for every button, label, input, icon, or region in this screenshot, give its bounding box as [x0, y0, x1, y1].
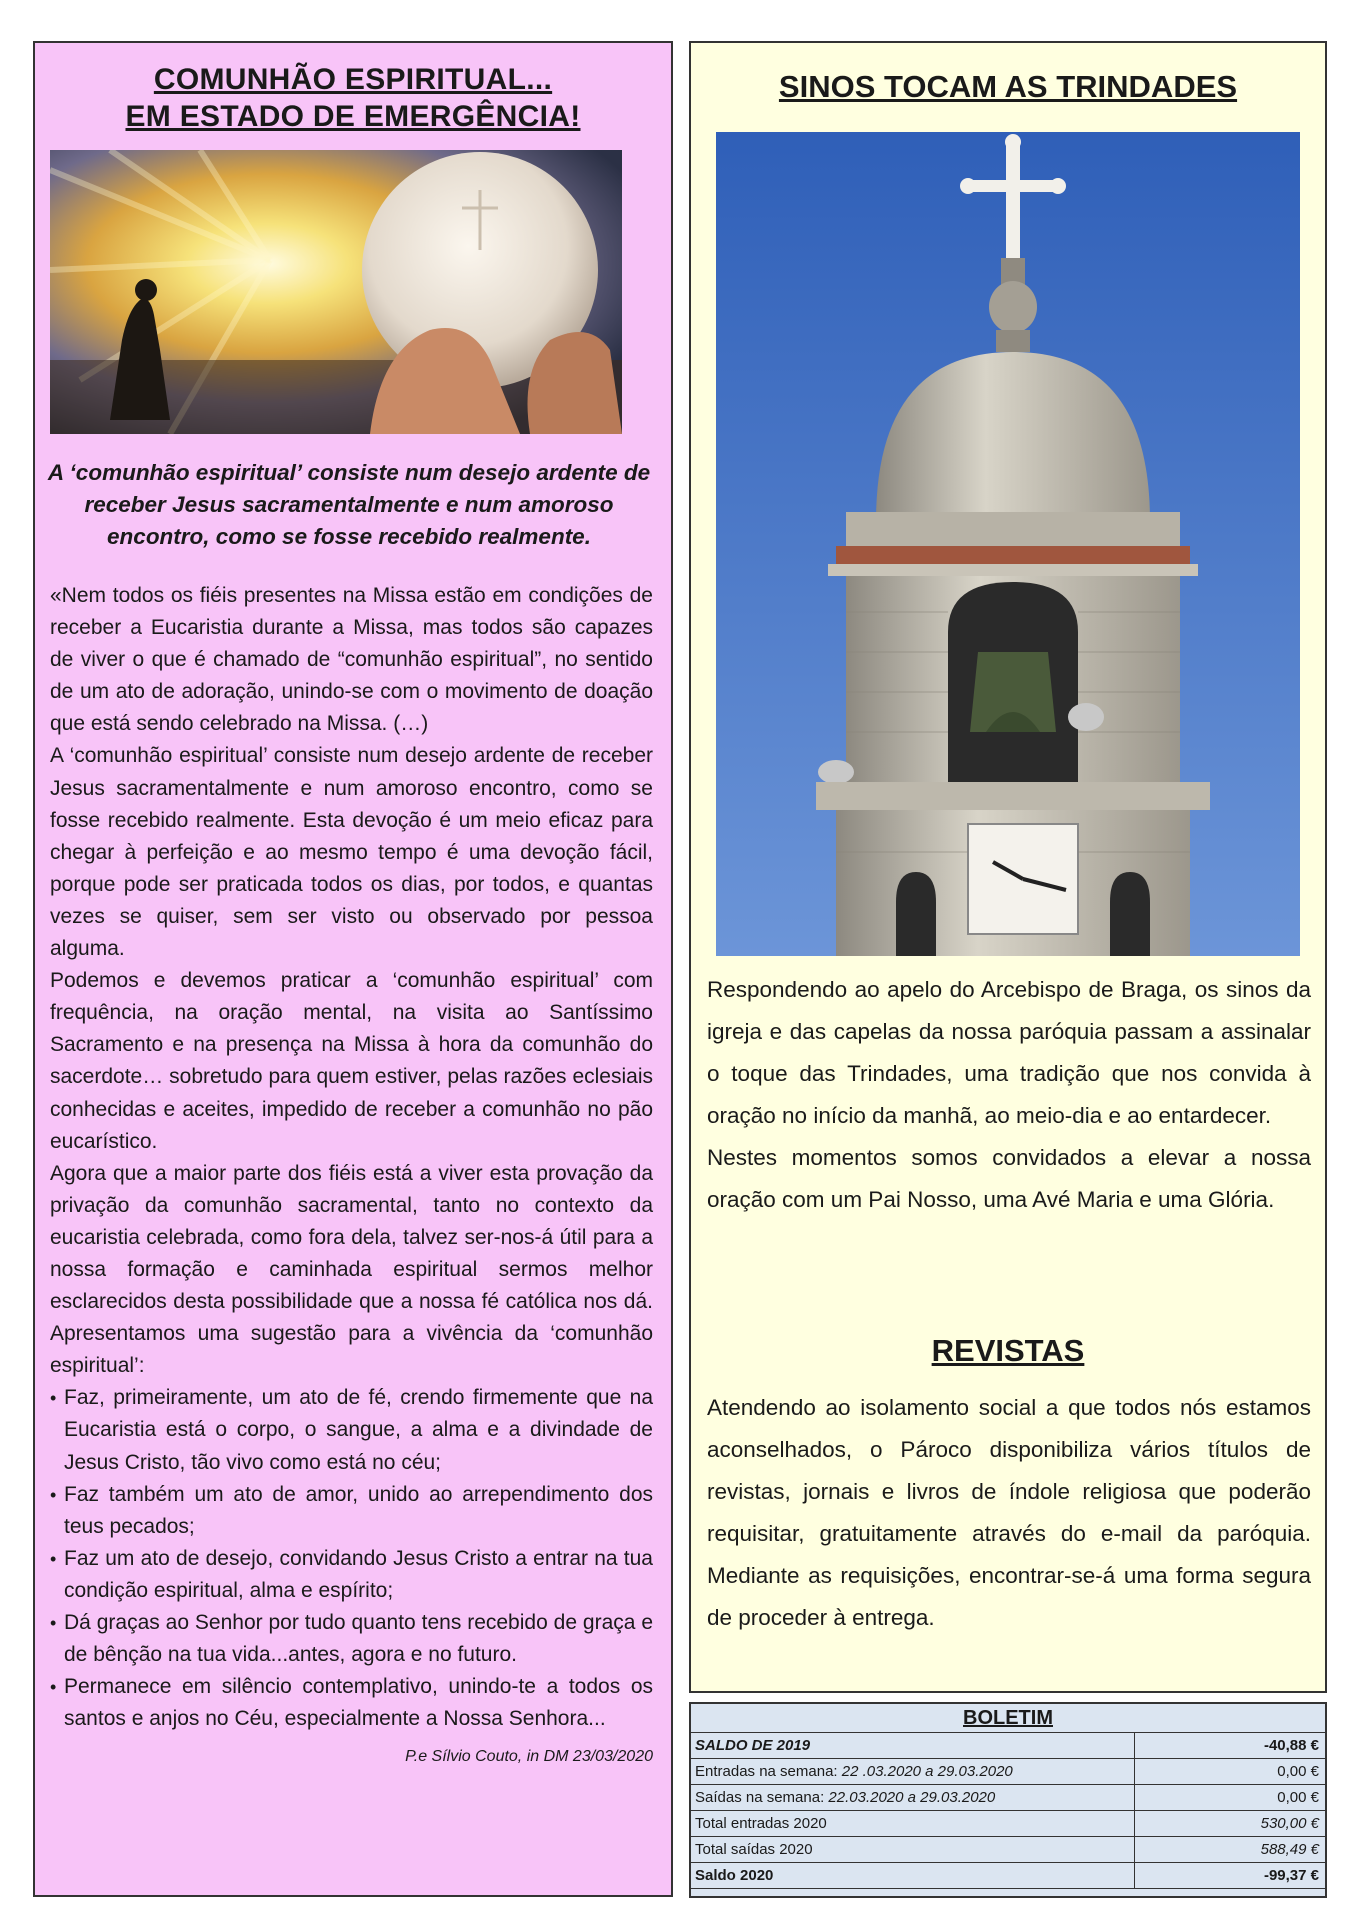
table-row: [691, 1733, 1325, 1759]
article-paragraph: Podemos e devemos praticar a ‘comunhão espiritual’ com frequência, na oração mental, na visita ao Santíssimo Sacramento e na presença na Missa à hora da comunhão do sacerdote… sobretudo para quem estiver, pelas razões eclesiais conhecidas e aceites, impedido de receber a comunhão no pão eucarístico.: [50, 969, 653, 1153]
row-value: 0,00 €: [1135, 1759, 1326, 1785]
left-title-line2: EM ESTADO DE EMERGÊNCIA!: [125, 100, 581, 133]
boletim-table: [689, 1702, 1327, 1898]
table-row: [691, 1759, 1325, 1785]
list-item: • Faz um ato de desejo, convidando Jesus Cristo a entrar na tua condição espiritual, alma e espírito;: [50, 1543, 653, 1607]
suggestion-list: [50, 1382, 653, 1766]
revistas-title: REVISTAS: [931, 1333, 1085, 1368]
left-article: [33, 41, 673, 1897]
article-paragraph: «Nem todos os fiéis presentes na Missa estão em condições de receber a Eucaristia durante a Missa, mas todos são capazes de viver o que é chamado de “comunhão espiritual”, no sentido de um ato de adoração, unindo-se com o movimento de doação que está sendo celebrado na Missa. (…): [50, 584, 653, 736]
row-value: 588,49 €: [1135, 1837, 1326, 1863]
table-row: [691, 1785, 1325, 1811]
revistas-text: Atendendo ao isolamento social a que todos nós estamos aconselhados, o Pároco disponibiliza vários títulos de revistas, jornais e livros de índole religiosa que poderão requisitar, gratuitamente através do e-mail da paróquia. Mediante as requisições, encontrar-se-á uma forma segura de proceder à entrega.: [707, 1395, 1311, 1630]
left-title-line1: COMUNHÃO ESPIRITUAL...: [153, 63, 553, 96]
article-paragraph: A ‘comunhão espiritual’ consiste num desejo ardente de receber Jesus sacramentalmente e num amoroso encontro, como se fosse recebido realmente. Esta devoção é um meio eficaz para chegar à perfeição e ao mesmo tempo é uma devoção fácil, porque pode ser praticada todos os dias, por todos, e quantas vezes se quiser, sem ser visto ou observado por pessoa alguma.: [50, 744, 653, 961]
right-article: [689, 41, 1327, 1693]
table-row: [691, 1863, 1325, 1889]
bells-paragraph: Nestes momentos somos convidados a elevar a nossa oração com um Pai Nosso, uma Avé Maria e uma Glória.: [707, 1145, 1311, 1212]
row-label: Total entradas 2020: [691, 1811, 1135, 1837]
row-label: [691, 1785, 1135, 1811]
row-label: SALDO DE 2019: [691, 1733, 1135, 1759]
left-title: [35, 61, 671, 135]
list-item: • Dá graças ao Senhor por tudo quanto tens recebido de graça e de bênção na tua vida...antes, agora e no futuro.: [50, 1607, 653, 1671]
eucharist-host-image: [50, 150, 622, 434]
bells-paragraph: Respondendo ao apelo do Arcebispo de Braga, os sinos da igreja e das capelas da nossa paróquia passam a assinalar o toque das Trindades, uma tradição que nos convida à oração no início da manhã, ao meio-dia e ao entardecer.: [707, 977, 1311, 1128]
boletim-grid: [691, 1733, 1325, 1889]
list-item: • Faz, primeiramente, um ato de fé, crendo firmemente que na Eucaristia está o corpo, o sangue, a alma e a divindade de Jesus Cristo, tão vivo como está no céu;: [50, 1382, 653, 1478]
bells-title: SINOS TOCAM AS TRINDADES: [778, 69, 1238, 104]
list-item: [50, 1671, 653, 1766]
row-value: -40,88 €: [1135, 1733, 1326, 1759]
row-label: Total saídas 2020: [691, 1837, 1135, 1863]
article-body: [50, 580, 653, 1773]
bell-tower-image: [716, 132, 1300, 956]
row-value: 530,00 €: [1135, 1811, 1326, 1837]
row-value: 0,00 €: [1135, 1785, 1326, 1811]
table-row: [691, 1837, 1325, 1863]
row-label: Saldo 2020: [691, 1863, 1135, 1889]
signature: P.e Sílvio Couto, in DM 23/03/2020: [405, 1748, 653, 1766]
row-label-dates: 22.03.2020 a 29.03.2020: [828, 1789, 996, 1806]
row-value: -99,37 €: [1135, 1863, 1326, 1889]
row-label: [691, 1759, 1135, 1785]
row-label-dates: 22 .03.2020 a 29.03.2020: [841, 1763, 1013, 1780]
row-label-text: Entradas na semana:: [695, 1763, 842, 1780]
table-row: [691, 1811, 1325, 1837]
list-item: • Faz também um ato de amor, unido ao arrependimento dos teus pecados;: [50, 1479, 653, 1543]
boletim-title: BOLETIM: [691, 1704, 1325, 1733]
list-item-text: Permanece em silêncio contemplativo, unindo-te a todos os santos e anjos no Céu, especialmente a Nossa Senhora...: [64, 1675, 653, 1731]
row-label-text: Saídas na semana:: [695, 1789, 829, 1806]
bells-text: [707, 969, 1311, 1221]
intro-text: A ‘comunhão espiritual’ consiste num desejo ardente de receber Jesus sacramentalmente e num amoroso encontro, como se fosse recebido realmente.: [47, 460, 651, 549]
article-paragraph: Agora que a maior parte dos fiéis está a viver esta provação da privação da comunhão sacramental, tanto no contexto da eucaristia celebrada, como fora dela, talvez ser-nos-á útil para a nossa formação e caminhada espiritual sermos melhor esclarecidos desta possibilidade que a nossa fé católica nos dá. Apresentamos uma sugestão para a vivência da ‘comunhão espiritual’:: [50, 1161, 653, 1378]
